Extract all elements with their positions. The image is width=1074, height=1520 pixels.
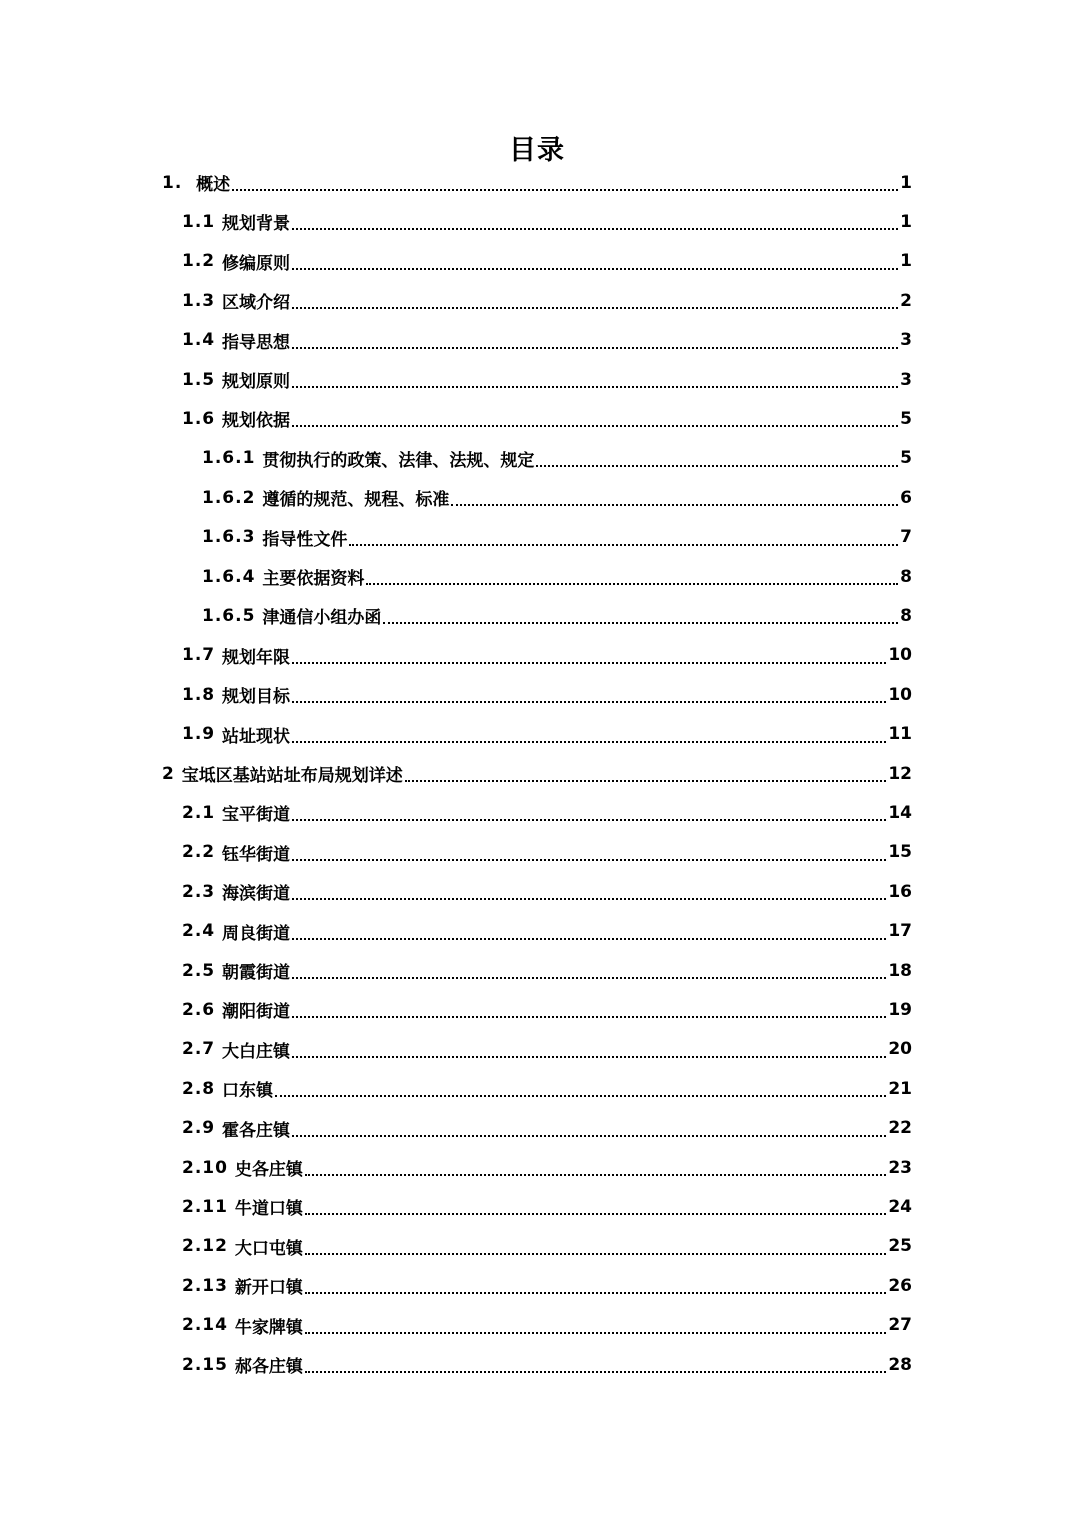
- toc-dot-leader: [292, 1134, 886, 1137]
- toc-entry-number: 2.13: [182, 1275, 235, 1296]
- toc-entry-page-number: 7: [900, 527, 912, 548]
- toc-entry-page-number: 26: [888, 1275, 912, 1296]
- toc-entry-title: 站址现状: [222, 726, 291, 747]
- toc-entry[interactable]: [202, 518, 912, 557]
- toc-entry-title: 钰华街道: [222, 844, 291, 865]
- toc-dot-leader: [305, 1331, 886, 1334]
- toc-entry-page-number: 1: [900, 251, 912, 272]
- toc-entry-number: 1.6.4: [202, 566, 263, 587]
- toc-entry-title: 规划原则: [222, 372, 291, 392]
- toc-entry[interactable]: [182, 1266, 912, 1305]
- toc-entry-page-number: 10: [888, 684, 912, 705]
- toc-entry-title: 主要依据资料: [262, 569, 365, 589]
- toc-dot-leader: [292, 937, 886, 940]
- toc-entry-page-number: 23: [888, 1157, 912, 1178]
- toc-entry-number: 1.4: [182, 330, 223, 351]
- toc-entry[interactable]: [182, 793, 912, 832]
- toc-dot-leader: [366, 582, 898, 585]
- toc-entry-page-number: 25: [888, 1236, 912, 1257]
- toc-dot-leader: [292, 346, 898, 349]
- toc-entry[interactable]: [202, 557, 912, 596]
- toc-entry-page-number: 8: [900, 566, 912, 587]
- toc-dot-leader: [451, 503, 898, 506]
- toc-entry-title: 指导思想: [222, 332, 291, 353]
- toc-dot-leader: [292, 267, 898, 270]
- toc-entry[interactable]: [182, 360, 912, 399]
- toc-dot-leader: [292, 740, 886, 743]
- toc-entry-number: 2.4: [182, 921, 223, 942]
- toc-entry-page-number: 21: [888, 1078, 912, 1099]
- toc-dot-leader: [305, 1173, 886, 1176]
- toc-entry-number: 1.6.2: [202, 487, 263, 508]
- toc-entry-page-number: 18: [888, 960, 912, 981]
- toc-dot-leader: [292, 385, 898, 388]
- toc-entry-page-number: 14: [888, 802, 912, 823]
- toc-entry[interactable]: [182, 872, 912, 911]
- toc-entry[interactable]: [182, 242, 912, 281]
- toc-entry-number: 1.6.5: [202, 605, 263, 626]
- toc-entry-page-number: 6: [900, 487, 912, 508]
- toc-entry-title: 史各庄镇: [234, 1160, 303, 1180]
- toc-entry[interactable]: [182, 636, 912, 675]
- toc-entry[interactable]: [162, 754, 912, 793]
- toc-dot-leader: [292, 661, 886, 664]
- toc-entry[interactable]: [182, 202, 912, 241]
- toc-entry-page-number: 19: [888, 999, 912, 1020]
- toc-dot-leader: [305, 1370, 886, 1373]
- toc-entry[interactable]: [182, 1030, 912, 1069]
- toc-entry-title: 霍各庄镇: [222, 1120, 291, 1141]
- toc-entry[interactable]: [202, 596, 912, 635]
- toc-entry-number: 1.: [162, 172, 197, 193]
- toc-dot-leader: [292, 1015, 886, 1018]
- toc-entry-page-number: 1: [900, 172, 912, 193]
- toc-entry-page-number: 5: [900, 408, 912, 429]
- toc-entry-title: 新开口镇: [234, 1278, 303, 1299]
- toc-entry-page-number: 17: [888, 921, 912, 942]
- toc-entry-page-number: 28: [888, 1354, 912, 1375]
- toc-entry-title: 规划年限: [222, 647, 291, 668]
- toc-entry[interactable]: [182, 951, 912, 990]
- toc-entry-title: 遵循的规范、规程、标准: [262, 490, 450, 511]
- toc-entry[interactable]: [182, 912, 912, 951]
- toc-entry-title: 潮阳街道: [222, 1002, 291, 1023]
- toc-entry-title: 宝平街道: [222, 805, 291, 826]
- toc-entry-page-number: 16: [888, 881, 912, 902]
- toc-entry[interactable]: [202, 439, 912, 478]
- toc-dot-leader: [292, 306, 898, 309]
- toc-dot-leader: [292, 818, 886, 821]
- toc-dot-leader: [292, 858, 886, 861]
- toc-entry-page-number: 24: [888, 1196, 912, 1217]
- toc-entry-number: 2.10: [182, 1157, 235, 1178]
- toc-dot-leader: [292, 227, 898, 230]
- toc-entry-page-number: 3: [900, 330, 912, 351]
- toc-entry[interactable]: [182, 715, 912, 754]
- toc-entry-page-number: 11: [888, 724, 912, 745]
- toc-entry-title: 牛道口镇: [234, 1199, 303, 1220]
- toc-entry-number: 2.1: [182, 802, 223, 823]
- toc-dot-leader: [405, 779, 887, 782]
- toc-dot-leader: [292, 976, 886, 979]
- toc-entry-title: 口东镇: [222, 1081, 274, 1102]
- toc-dot-leader: [292, 424, 898, 427]
- toc-entry[interactable]: [182, 990, 912, 1029]
- toc-dot-leader: [305, 1252, 886, 1255]
- toc-entry-number: 2.7: [182, 1039, 223, 1060]
- toc-entry[interactable]: [182, 1148, 912, 1187]
- toc-entry-title: 朝霞街道: [222, 963, 291, 983]
- toc-entry-number: 1.1: [182, 211, 223, 232]
- toc-entry-title: 牛家牌镇: [234, 1317, 303, 1338]
- toc-entry[interactable]: [202, 478, 912, 517]
- toc-entry-page-number: 10: [888, 645, 912, 666]
- toc-entry-number: 1.5: [182, 369, 223, 390]
- toc-entry-page-number: 27: [888, 1315, 912, 1336]
- toc-entry-number: 2: [162, 763, 182, 784]
- toc-entry-number: 1.6.3: [202, 527, 263, 548]
- toc-entry-number: 2.12: [182, 1236, 235, 1257]
- toc-entry-title: 大白庄镇: [222, 1041, 291, 1062]
- toc-entry[interactable]: [182, 1227, 912, 1266]
- toc-entry-number: 2.2: [182, 842, 223, 863]
- toc-entry-number: 1.6: [182, 408, 223, 429]
- toc-dot-leader: [292, 897, 886, 900]
- toc-entry-number: 1.2: [182, 251, 223, 272]
- toc-entry[interactable]: [182, 1306, 912, 1345]
- toc-entry-number: 1.9: [182, 724, 223, 745]
- toc-dot-leader: [292, 1055, 886, 1058]
- toc-dot-leader: [292, 700, 886, 703]
- toc-entry-title: 郝各庄镇: [234, 1357, 303, 1377]
- toc-dot-leader: [275, 1094, 886, 1097]
- toc-entry-title: 大口屯镇: [234, 1238, 303, 1259]
- toc-entry-title: 宝坻区基站站址布局规划详述: [181, 766, 403, 786]
- toc-entry-page-number: 5: [900, 448, 912, 469]
- toc-entry-page-number: 1: [900, 211, 912, 232]
- toc-entry[interactable]: [182, 1069, 912, 1108]
- toc-entry-number: 2.9: [182, 1118, 223, 1139]
- toc-dot-leader: [349, 543, 898, 546]
- toc-entry[interactable]: [182, 1109, 912, 1148]
- toc-entry-number: 2.6: [182, 999, 223, 1020]
- toc-dot-leader: [536, 464, 898, 467]
- toc-entry[interactable]: [182, 1345, 912, 1384]
- toc-entry[interactable]: [182, 399, 912, 438]
- toc-entry-number: 1.6.1: [202, 448, 263, 469]
- toc-entry-number: 2.3: [182, 881, 223, 902]
- toc-dot-leader: [232, 188, 898, 191]
- toc-entry-title: 周良街道: [222, 923, 291, 944]
- toc-entry-number: 1.8: [182, 684, 223, 705]
- toc-entry-page-number: 8: [900, 605, 912, 626]
- toc-entry-page-number: 12: [888, 763, 912, 784]
- toc-entry-number: 2.14: [182, 1315, 235, 1336]
- toc-entry-number: 2.8: [182, 1078, 223, 1099]
- toc-entry-page-number: 15: [888, 842, 912, 863]
- toc-entry-title: 规划背景: [222, 214, 291, 235]
- toc-entry[interactable]: [182, 833, 912, 872]
- toc-entry[interactable]: [182, 1187, 912, 1226]
- toc-entry[interactable]: [182, 321, 912, 360]
- toc-entry-title: 区域介绍: [222, 293, 291, 314]
- toc-entry-number: 1.7: [182, 645, 223, 666]
- toc-entry-page-number: 3: [900, 369, 912, 390]
- toc-entry-title: 规划依据: [222, 411, 291, 432]
- toc-entry-number: 2.5: [182, 960, 223, 981]
- toc-entry[interactable]: [182, 281, 912, 320]
- toc-entry-page-number: 2: [900, 290, 912, 311]
- toc-entry-title: 概述: [196, 175, 231, 195]
- toc-entry-number: 1.3: [182, 290, 223, 311]
- toc-entry-title: 修编原则: [222, 253, 291, 274]
- toc-title: 目录: [509, 135, 565, 166]
- toc-dot-leader: [383, 621, 898, 624]
- toc-entry-title: 贯彻执行的政策、法律、法规、规定: [262, 450, 535, 471]
- toc-dot-leader: [305, 1291, 886, 1294]
- toc-entry-number: 2.15: [182, 1354, 235, 1375]
- toc-entry-title: 指导性文件: [262, 529, 348, 550]
- toc-entry-title: 津通信小组办函: [262, 608, 382, 629]
- toc-entry-page-number: 22: [888, 1118, 912, 1139]
- toc-entry-page-number: 20: [888, 1039, 912, 1060]
- toc-entry[interactable]: [182, 675, 912, 714]
- toc-entry-title: 规划目标: [222, 687, 291, 708]
- toc-entry-number: 2.11: [182, 1196, 235, 1217]
- toc-entry-title: 海滨街道: [222, 884, 291, 905]
- toc-dot-leader: [305, 1212, 886, 1215]
- toc-entry[interactable]: [162, 163, 912, 202]
